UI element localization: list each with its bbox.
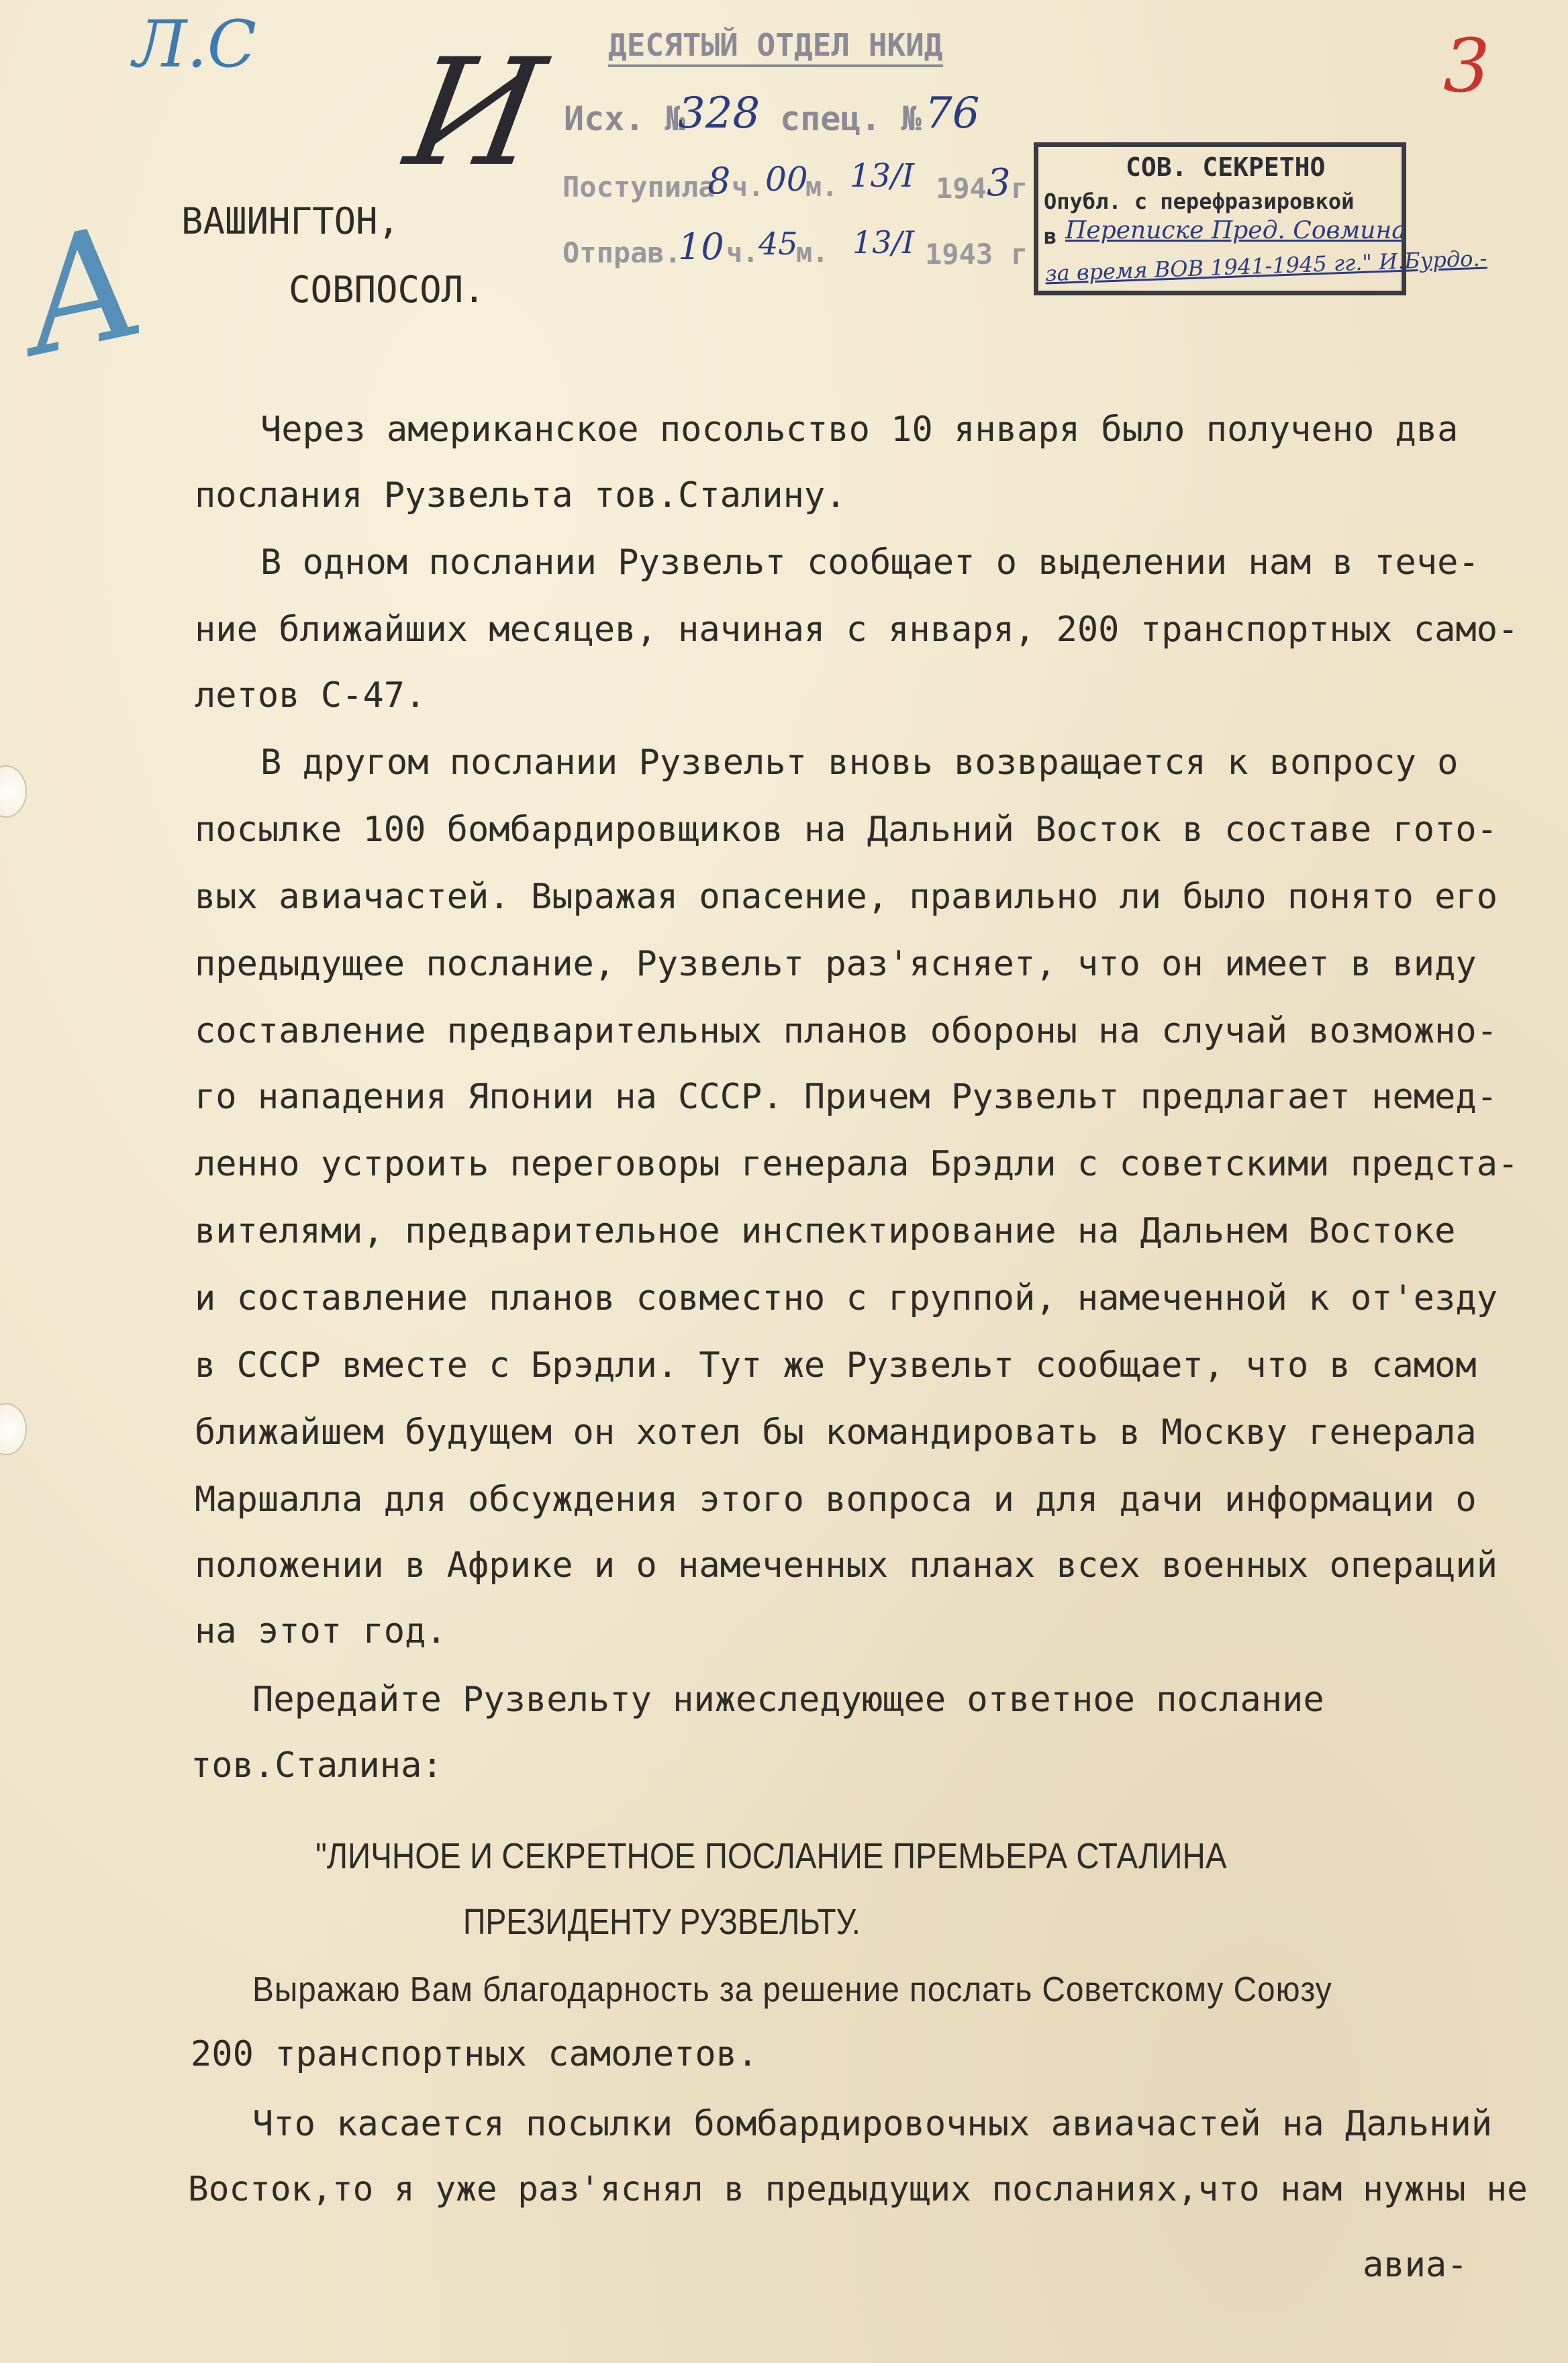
body-line-14: и составление планов совместно с группой, намеченной к от'езду <box>195 1278 1498 1318</box>
secret-stamp-handwritten-publication: Переписке Пред. Совмина <box>1065 217 1406 244</box>
special-number-value: 76 <box>925 89 980 138</box>
address-city: ВАШИНГТОН, <box>181 200 400 242</box>
body-line-18: положении в Африке и о намеченных планах всех военных операций <box>195 1545 1498 1586</box>
sent-label: Отправ. <box>562 236 682 269</box>
special-number-label: спец. № <box>780 99 922 138</box>
sent-minute-unit: м. <box>796 238 829 269</box>
message-line-04: Восток,то я уже раз'яснял в предыдущих посланиях,что нам нужны не <box>188 2170 1528 2209</box>
body-line-17: Маршалла для обсуждения этого вопроса и для дачи информации о <box>195 1480 1477 1520</box>
secret-stamp-title: СОВ. СЕКРЕТНО <box>1126 152 1326 182</box>
body-line-05: летов С-47. <box>195 675 426 716</box>
received-minute-unit: м. <box>805 172 838 203</box>
received-year-unit: г <box>1011 172 1028 205</box>
secret-classification-stamp <box>1034 142 1487 295</box>
received-year-prefix: 194 <box>936 172 987 205</box>
message-line-05: авиа- <box>1363 2245 1468 2285</box>
department-stamp: ДЕСЯТЫЙ ОТДЕЛ НКИД <box>608 27 943 67</box>
received-year-digit: 3 <box>987 161 1011 205</box>
handwritten-ink-mark: И <box>395 27 555 199</box>
message-line-03: Что касается посылки бомбардировочных авиачастей на Дальний <box>252 2104 1493 2144</box>
body-line-01: Через американское посольство 10 января было получено два <box>260 409 1459 450</box>
received-hour-unit: ч. <box>732 172 765 203</box>
message-line-01: Выражаю Вам благодарность за решение послать Советскому Союзу <box>252 1970 1332 2009</box>
body-line-10: составление предварительных планов обороны на случай возможно- <box>195 1011 1498 1051</box>
body-line-08: вых авиачастей. Выражая опасение, правильно ли было понято его <box>195 877 1498 917</box>
body-line-02: послания Рузвельта тов.Сталину. <box>195 475 846 516</box>
outgoing-number-value: 328 <box>678 89 761 138</box>
secret-stamp-published-line: Опубл. с перефразировкой <box>1044 189 1355 214</box>
body-line-20: Передайте Рузвельту нижеследующее ответное послание <box>252 1680 1324 1720</box>
received-date: 13/I <box>850 157 915 195</box>
handwritten-initials-top-left: Л.С <box>133 7 257 82</box>
address-recipient: СОВПОСОЛ. <box>289 269 485 311</box>
message-heading-line2: ПРЕЗИДЕНТУ РУЗВЕЛЬТУ. <box>463 1902 861 1942</box>
body-line-04: ние ближайших месяцев, начиная с января, 200 транспортных само- <box>195 610 1519 650</box>
body-line-07: посылке 100 бомбардировщиков на Дальний Восток в составе гото- <box>195 810 1498 850</box>
secret-stamp-handwritten-period: за время ВОВ 1941-1945 гг." И.Бурдо.- <box>1044 245 1487 287</box>
outgoing-number-label: Исх. № <box>564 99 685 138</box>
message-heading-line1: "ЛИЧНОЕ И СЕКРЕТНОЕ ПОСЛАНИЕ ПРЕМЬЕРА СТАЛИНА <box>315 1836 1227 1876</box>
body-line-06: В другом послании Рузвельт вновь возвращается к вопросу о <box>260 742 1459 783</box>
sent-date: 13/I <box>852 224 915 260</box>
sent-year: 1943 <box>925 238 993 271</box>
secret-stamp-in-prefix: в <box>1044 224 1057 249</box>
sent-hours: 10 <box>678 226 724 268</box>
received-minutes: 00 <box>765 160 808 199</box>
handwritten-blue-initial: А <box>7 191 159 391</box>
body-line-11: го нападения Японии на СССР. Причем Рузвельт предлагает немед- <box>195 1077 1498 1117</box>
body-line-03: В одном послании Рузвельт сообщает о выделении нам в тече- <box>260 542 1479 583</box>
sent-year-unit: г <box>1011 238 1028 271</box>
body-line-09: предыдущее послание, Рузвельт раз'ясняет, что он имеет в виду <box>195 944 1477 984</box>
body-line-19: на этот год. <box>195 1611 447 1651</box>
body-line-12: ленно устроить переговоры генерала Брэдли с советскими предста- <box>195 1144 1519 1184</box>
sent-minutes: 45 <box>758 226 798 262</box>
message-line-02: 200 транспортных самолетов. <box>191 2034 758 2074</box>
body-line-13: вителями, предварительное инспектирование на Дальнем Востоке <box>195 1211 1456 1251</box>
received-label: Поступила <box>562 171 716 203</box>
page-number: 3 <box>1443 23 1490 109</box>
body-line-16: ближайшем будущем он хотел бы командировать в Москву генерала <box>195 1412 1477 1453</box>
body-line-21: тов.Сталина: <box>191 1745 443 1786</box>
received-hours: 8 <box>707 160 731 202</box>
sent-hour-unit: ч. <box>726 238 759 269</box>
body-line-15: в СССР вместе с Брэдли. Тут же Рузвельт сообщает, что в самом <box>195 1345 1477 1386</box>
